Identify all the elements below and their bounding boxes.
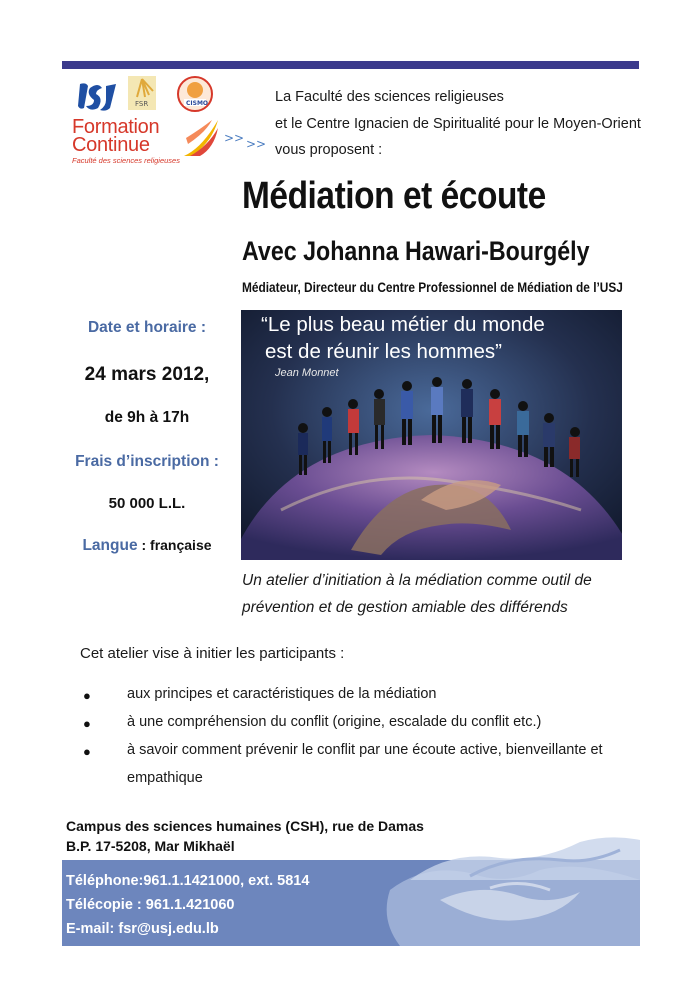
intro-line-1: La Faculté des sciences religieuses — [275, 89, 504, 105]
date-value: 24 mars 2012, — [84, 364, 210, 385]
fax-number: Télécopie : 961.1.421060 — [66, 897, 235, 913]
speaker-role: Médiateur, Directeur du Centre Professionnel de Médiation de l’USJ — [242, 280, 623, 295]
list-item: aux principes et caractéristiques de la médiation — [127, 686, 437, 702]
language-label: Langue — [82, 537, 138, 554]
quote-line-1: “Le plus beau métier du monde — [261, 313, 545, 336]
formation-text: Formation — [72, 116, 160, 138]
language-row — [62, 537, 232, 555]
poster-image — [241, 310, 622, 560]
faculty-subtitle: Faculté des sciences religieuses — [72, 156, 180, 165]
fsr-logo-text: FSR — [135, 100, 149, 108]
cismo-logo — [176, 75, 214, 113]
formation-continue-logo — [72, 116, 222, 168]
cismo-logo-text: CISMO — [186, 100, 209, 107]
workshop-subtitle-line-1: Un atelier d’initiation à la médiation comme outil de — [242, 572, 592, 589]
intro-line-3: vous proposent : — [275, 142, 383, 158]
date-label: Date et horaire : — [87, 319, 206, 336]
fees-label: Frais d’inscription : — [75, 453, 219, 470]
intro-line-2: et le Centre Ignacien de Spiritualité pour le Moyen-Orient — [275, 116, 641, 132]
bullet-icon: ● — [83, 716, 91, 731]
top-rule — [62, 61, 639, 69]
quote-author: Jean Monnet — [275, 367, 339, 379]
usj-logo — [76, 80, 120, 114]
swoosh-icon — [182, 118, 220, 158]
fees-value: 50 000 L.L. — [108, 495, 186, 512]
arrows-icon — [224, 128, 268, 150]
continue-text: Continue — [72, 134, 150, 156]
workshop-subtitle-line-2: prévention et de gestion amiable des différends — [242, 599, 568, 616]
phone-number: Téléphone:961.1.1421000, ext. 5814 — [66, 873, 310, 889]
fsr-logo — [127, 75, 157, 111]
svg-text:>>: >> — [224, 131, 245, 145]
list-item-continuation: empathique — [127, 770, 203, 786]
objectives-intro: Cet atelier vise à initier les participants : — [80, 645, 345, 662]
email-link[interactable]: E-mail: fsr@usj.edu.lb — [66, 921, 219, 937]
time-value: de 9h à 17h — [104, 409, 190, 426]
handshake-top-icon — [410, 830, 640, 880]
list-item: à savoir comment prévenir le conflit par une écoute active, bienveillante et — [127, 742, 603, 758]
speaker-name: Avec Johanna Hawari-Bourgély — [242, 236, 590, 266]
quote-line-2: est de réunir les hommes” — [265, 340, 502, 363]
language-value: : française — [137, 537, 212, 553]
address-line-1: Campus des sciences humaines (CSH), rue de Damas — [66, 818, 424, 834]
bullet-icon: ● — [83, 744, 91, 759]
list-item: à une compréhension du conflit (origine, escalade du conflit etc.) — [127, 714, 542, 730]
event-title: Médiation et écoute — [242, 175, 546, 217]
bullet-icon: ● — [83, 688, 91, 703]
address-line-2: B.P. 17-5208, Mar Mikhaël — [66, 838, 235, 854]
svg-text:>>: >> — [246, 137, 267, 150]
